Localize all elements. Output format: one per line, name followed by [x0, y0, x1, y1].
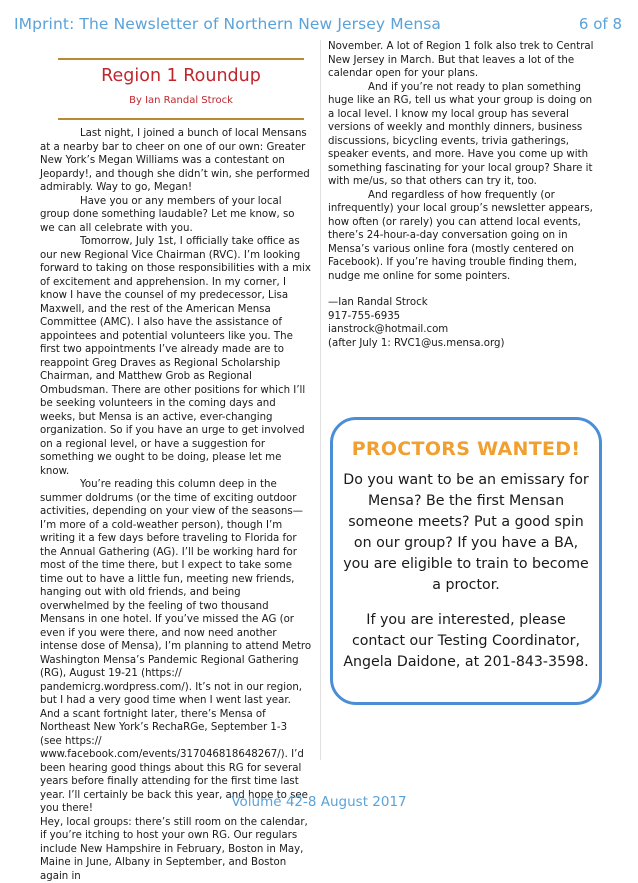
- title-bottom-rule: [58, 118, 304, 120]
- right-column: [328, 40, 600, 350]
- page-header: [14, 0, 624, 35]
- newsletter-title: IMprint: The Newsletter of Northern New Jersey Mensa: [14, 15, 441, 33]
- article-title: Region 1 Roundup: [58, 66, 304, 86]
- title-top-rule: [58, 58, 304, 60]
- column-divider: [320, 40, 321, 760]
- paragraph: And if you’re not ready to plan something huge like an RG, tell us what your group is doing on a local level. I know my local group has several versions of weekly and monthly dinners, business discussions, bicycling events, trivia gatherings, speaker events, and more. Have you come up with something fascinating for your local group? Share it with me/us, so that others can try it, too.: [328, 81, 600, 189]
- paragraph: You’re reading this column deep in the summer doldrums (or the time of exciting outdoor activities, depending on your view of the seasons—I’m more of a cold-weather person), though I’m writing it a few days before traveling to Florida for the Annual Gathering (AG). I’ll be working hard for most of the time there, but I expect to take some time out to have a little fun, meeting new friends, hanging out with old friends, and being overwhelmed by the feeling of two thousand Mensans in one hotel. If you’ve missed the AG (or even if you were there, and now need another intense dose of Mensa), I’m planning to attend Metro Washington Mensa’s Pandemic Regional Gathering (RG), August 19-21 (https:// pandemicrg.wordpress.com/). It’s not in our region, but I had a very good time when I went last year. And a scant fortnight later, there’s Mensa of Northeast New York’s RechaRGe, September 1-3 (see https:// www.facebook.com/events/317046818648267/). I’d been hearing good things about this RG for several years before finally attending for the first time last year. I’ll certainly be back this year, and hope to see you there!: [40, 478, 312, 816]
- signature-note: (after July 1: RVC1@us.mensa.org): [328, 337, 600, 351]
- callout-paragraph: Do you want to be an emissary for Mensa? Be the first Mensan someone meets? Put a good spin on our group? If you have a BA, you are eligible to train to become a proctor.: [341, 470, 591, 596]
- page-number: 6 of 8: [579, 15, 622, 33]
- proctors-callout-box: [330, 417, 602, 705]
- left-column: [40, 127, 312, 883]
- signature-name: —Ian Randal Strock: [328, 296, 600, 310]
- paragraph: November. A lot of Region 1 folk also trek to Central New Jersey in March. But that leaves a lot of the calendar open for your plans.: [328, 40, 600, 81]
- page-footer: Volume 42-8 August 2017: [0, 794, 638, 810]
- paragraph: Hey, local groups: there’s still room on the calendar, if you’re itching to host your own RG. Our regulars include New Hampshire in February, Boston in May, Maine in June, Albany in September, and Boston again in: [40, 816, 312, 883]
- signature-block: [328, 296, 600, 350]
- paragraph: Have you or any members of your local group done something laudable? Let me know, so we can all celebrate with you.: [40, 195, 312, 236]
- paragraph: Last night, I joined a bunch of local Mensans at a nearby bar to cheer on one of our own: Greater New York’s Megan Williams was a contestant on Jeopardy!, and though she didn’t win, she performed admirably. Way to go, Megan!: [40, 127, 312, 195]
- callout-title: PROCTORS WANTED!: [333, 438, 599, 460]
- signature-email[interactable]: ianstrock@hotmail.com: [328, 323, 600, 337]
- paragraph: And regardless of how frequently (or infrequently) your local group’s newsletter appears, how often (or rarely) you can attend local events, there’s 24-hour-a-day conversation going on in Mensa’s various online fora (mostly centered on Facebook). If you’re having trouble finding them, nudge me online for some pointers.: [328, 189, 600, 284]
- paragraph: Tomorrow, July 1st, I officially take office as our new Regional Vice Chairman (RVC). I’m looking forward to taking on those responsibilities with a mix of excitement and apprehension. In my corner, I know I have the counsel of my predecessor, Lisa Maxwell, and the rest of the American Mensa Committee (AMC). I also have the assistance of appointees and potential volunteers like you. The first two appointments I’ve already made are to reappoint Greg Draves as Regional Scholarship Chairman, and Matthew Grob as Regional Ombudsman. There are other positions for which I’ll be seeking volunteers in the coming days and weeks, but Mensa is an active, ever-changing organization. So if you have an urge to get involved on a regional level, or have a suggestion for something we ought to be doing, please let me know.: [40, 235, 312, 478]
- signature-phone: 917-755-6935: [328, 310, 600, 324]
- callout-paragraph: If you are interested, please contact our Testing Coordinator, Angela Daidone, at 201-843-3598.: [341, 610, 591, 673]
- article-byline: By Ian Randal Strock: [58, 95, 304, 106]
